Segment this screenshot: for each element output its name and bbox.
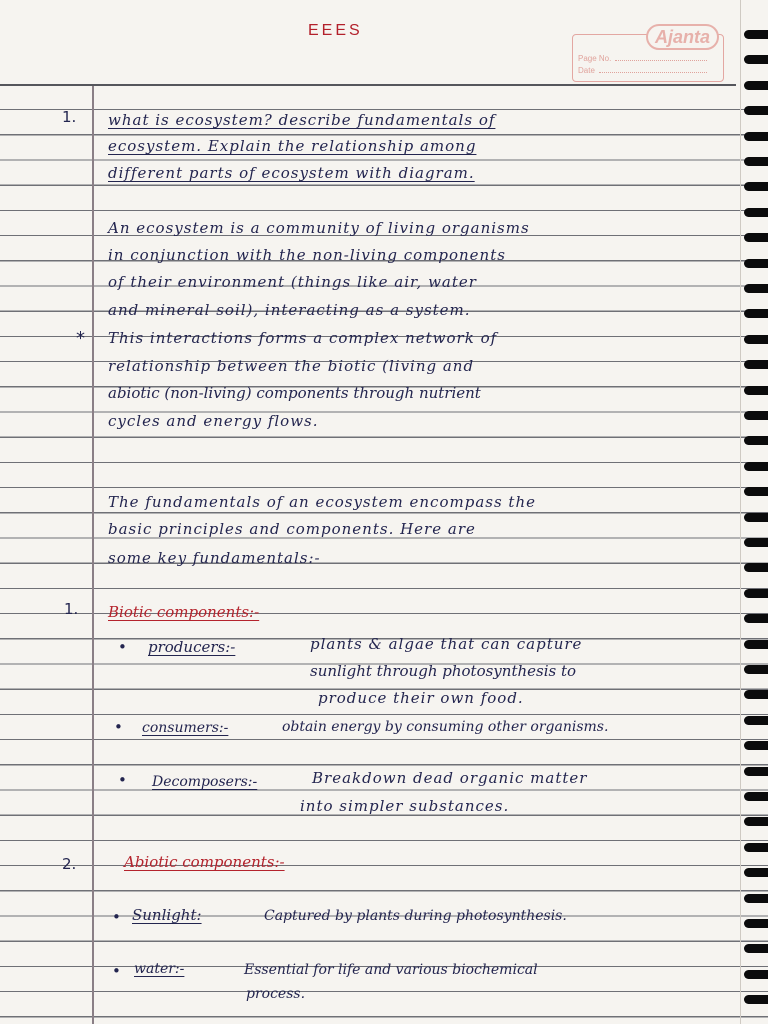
bullet: • [118,638,127,656]
decomposers-label: Decomposers:- [152,774,258,790]
spiral-ring [744,614,768,623]
spiral-ring [744,919,768,928]
header-rule [0,84,736,86]
spiral-ring [744,55,768,64]
spiral-ring [744,640,768,649]
spiral-ring [744,589,768,598]
producers-text: sunlight through photosynthesis to [310,662,577,680]
spiral-ring [744,843,768,852]
spiral-ring [744,81,768,90]
brand-logo: Ajanta [646,24,719,50]
sunlight-label: Sunlight: [132,906,202,924]
spiral-ring [744,716,768,725]
spiral-edge [740,0,741,1024]
bullet: • [112,962,121,980]
spiral-ring [744,741,768,750]
answer-line: basic principles and components. Here are [108,520,476,538]
producers-label: producers:- [148,638,236,656]
water-text: process. [246,986,306,1002]
page-title: EEES [308,22,363,39]
answer-line: cycles and energy flows. [108,412,319,430]
bullet: • [112,908,121,926]
spiral-ring [744,462,768,471]
page-no-row [578,54,718,63]
spiral-ring [744,767,768,776]
bullet: • [114,718,123,736]
spiral-ring [744,995,768,1004]
spiral-ring [744,894,768,903]
producers-text: plants & algae that can capture [310,635,583,653]
spiral-ring [744,868,768,877]
producers-text: produce their own food. [318,689,524,707]
answer-line: and mineral soil), interacting as a system. [108,301,471,319]
spiral-ring [744,360,768,369]
spiral-ring [744,792,768,801]
spiral-ring [744,690,768,699]
page-no-label: Page No. [578,54,612,63]
abiotic-heading: Abiotic components:- [124,853,285,871]
margin-line [92,86,94,1024]
spiral-ring [744,538,768,547]
water-text: Essential for life and various biochemical [244,962,538,978]
date-label: Date [578,66,595,75]
spiral-ring [744,233,768,242]
answer-line: of their environment (things like air, water [108,273,477,291]
section-number: 1. [64,600,79,618]
spiral-ring [744,386,768,395]
spiral-ring [744,309,768,318]
consumers-text: obtain energy by consuming other organisms. [282,719,609,735]
answer-line: The fundamentals of an ecosystem encompass the [108,493,536,511]
spiral-ring [744,817,768,826]
spiral-ring [744,208,768,217]
star-marker: * [76,328,85,349]
spiral-ring [744,411,768,420]
question-line: ecosystem. Explain the relationship among [108,137,477,155]
answer-line: This interactions forms a complex network of [108,329,498,347]
spiral-ring [744,665,768,674]
answer-line: relationship between the biotic (living and [108,357,475,375]
spiral-ring [744,970,768,979]
spiral-ring [744,106,768,115]
spiral-ring [744,182,768,191]
answer-line: some key fundamentals:- [108,549,321,567]
question-line: what is ecosystem? describe fundamentals of [108,111,496,129]
spiral-ring [744,436,768,445]
decomposers-text: into simpler substances. [300,797,510,815]
spiral-ring [744,513,768,522]
spiral-ring [744,157,768,166]
sunlight-text: Captured by plants during photosynthesis. [264,908,567,924]
decomposers-text: Breakdown dead organic matter [312,769,588,787]
spiral-ring [744,944,768,953]
question-number: 1. [62,108,77,126]
section-number: 2. [62,855,77,873]
biotic-heading: Biotic components:- [108,603,260,621]
spiral-ring [744,259,768,268]
spiral-ring [744,563,768,572]
spiral-ring [744,487,768,496]
question-line: different parts of ecosystem with diagram. [108,164,475,182]
spiral-ring [744,284,768,293]
date-row [578,66,718,75]
answer-line: abiotic (non-living) components through nutrient [108,384,481,402]
spiral-ring [744,30,768,39]
spiral-ring [744,335,768,344]
water-label: water:- [134,961,185,977]
spiral-ring [744,132,768,141]
answer-line: An ecosystem is a community of living organisms [108,219,530,237]
answer-line: in conjunction with the non-living components [108,246,506,264]
consumers-label: consumers:- [142,720,229,736]
bullet: • [118,771,127,789]
